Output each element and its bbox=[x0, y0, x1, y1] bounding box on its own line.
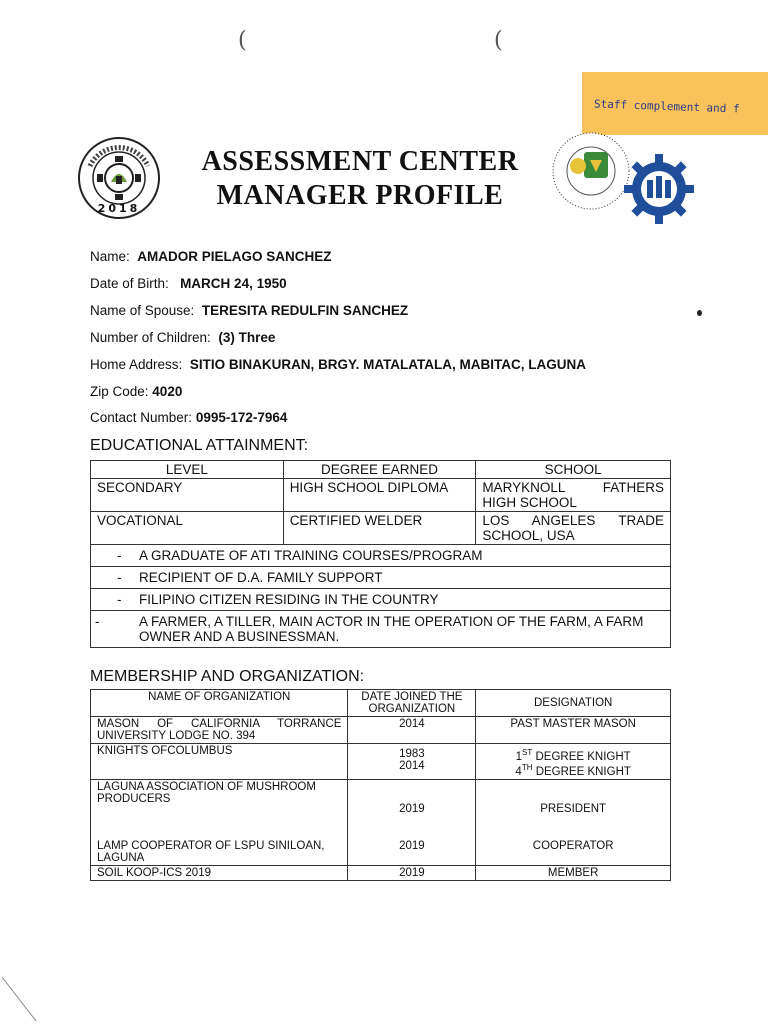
children-value: (3) Three bbox=[218, 330, 276, 345]
spouse-value: TERESITA REDULFIN SANCHEZ bbox=[201, 303, 409, 318]
designation-value: 4TH DEGREE KNIGHT bbox=[515, 762, 631, 778]
contact-line bbox=[90, 410, 287, 425]
note-text: A GRADUATE OF ATI TRAINING COURSES/PROGRAM bbox=[139, 548, 483, 563]
address-label: Home Address: bbox=[90, 357, 183, 372]
address-value: SITIO BINAKURAN, BRGY. MATALATALA, MABITAC, LAGUNA bbox=[189, 357, 587, 372]
contact-value: 0995-172-7964 bbox=[195, 410, 288, 425]
table-row bbox=[91, 512, 671, 545]
ink-dot bbox=[697, 310, 702, 316]
scan-mark: ( bbox=[494, 28, 503, 53]
scan-corner-line bbox=[0, 975, 40, 1024]
children-line bbox=[90, 330, 275, 345]
education-heading: EDUCATIONAL ATTAINMENT: bbox=[90, 437, 309, 454]
table-row bbox=[91, 839, 671, 866]
org-cell: MASON OF CALIFORNIA TORRANCE UNIVERSITY LODGE NO. 394 bbox=[91, 717, 348, 744]
name-value: AMADOR PIELAGO SANCHEZ bbox=[137, 249, 332, 264]
ati-seal-logo bbox=[550, 130, 632, 217]
date-value: 2014 bbox=[399, 760, 425, 772]
note-row: - A GRADUATE OF ATI TRAINING COURSES/PROGRAM bbox=[91, 545, 671, 567]
zip-line bbox=[90, 384, 182, 399]
note-row: - FILIPINO CITIZEN RESIDING IN THE COUNTRY bbox=[91, 589, 671, 611]
designation-cell bbox=[476, 744, 671, 780]
level-cell: SECONDARY bbox=[91, 479, 284, 512]
name-label: Name: bbox=[90, 249, 130, 264]
column-header: SCHOOL bbox=[476, 461, 671, 479]
date-cell: 2019 bbox=[348, 839, 476, 866]
title-line-2: MANAGER PROFILE bbox=[216, 180, 504, 211]
table-header-row bbox=[91, 690, 671, 717]
column-header: DEGREE EARNED bbox=[283, 461, 476, 479]
table-row bbox=[91, 744, 671, 780]
school-cell: MARYKNOLL FATHERS HIGH SCHOOL bbox=[476, 479, 671, 512]
column-header: NAME OF ORGANIZATION bbox=[91, 690, 348, 717]
table-row bbox=[91, 866, 671, 881]
title-line-1: ASSESSMENT CENTER bbox=[201, 146, 519, 177]
note-text: RECIPIENT OF D.A. FAMILY SUPPORT bbox=[139, 570, 383, 585]
level-cell: VOCATIONAL bbox=[91, 512, 284, 545]
org-name: LAGUNA ASSOCIATION OF MUSHROOM PRODUCERS bbox=[97, 780, 316, 805]
note-text: FILIPINO CITIZEN RESIDING IN THE COUNTRY bbox=[139, 592, 439, 607]
logo-year: 2018 bbox=[97, 202, 141, 215]
address-line bbox=[90, 357, 586, 372]
designation-cell: PAST MASTER MASON bbox=[476, 717, 671, 744]
table-row bbox=[91, 717, 671, 744]
date-cell: 2014 bbox=[348, 717, 476, 744]
designation-value: 1ST DEGREE KNIGHT bbox=[515, 748, 631, 763]
tesda-gear-logo bbox=[622, 152, 696, 231]
zip-label: Zip Code: bbox=[90, 384, 149, 399]
spouse-line bbox=[90, 303, 408, 318]
contact-label: Contact Number: bbox=[90, 410, 193, 425]
school-cell: LOS ANGELES TRADE SCHOOL, USA bbox=[476, 512, 671, 545]
zip-value: 4020 bbox=[152, 384, 183, 399]
assessment-center-logo bbox=[76, 136, 162, 220]
membership-table bbox=[90, 689, 671, 881]
column-header: DATE JOINED THE ORGANIZATION bbox=[348, 690, 476, 717]
table-header-row bbox=[91, 461, 671, 479]
designation-cell: MEMBER bbox=[476, 866, 671, 881]
column-header: LEVEL bbox=[91, 461, 284, 479]
org-cell: SOIL KOOP-ICS 2019 bbox=[91, 866, 348, 881]
education-table bbox=[90, 460, 671, 648]
column-header: DESIGNATION bbox=[476, 690, 671, 717]
sticky-note-text: Staff complement and f bbox=[593, 97, 740, 116]
org-cell bbox=[91, 779, 348, 839]
sticky-note bbox=[582, 72, 768, 135]
page-title bbox=[160, 145, 560, 213]
date-cell bbox=[348, 744, 476, 780]
org-cell: KNIGHTS OFCOLUMBUS bbox=[91, 744, 348, 780]
table-row bbox=[91, 779, 671, 839]
children-label: Number of Children: bbox=[90, 330, 211, 345]
table-row bbox=[91, 479, 671, 512]
note-text: A FARMER, A TILLER, MAIN ACTOR IN THE OPERATION OF THE FARM, A FARM OWNER AND A BUSINESSMAN. bbox=[139, 614, 644, 644]
note-row: - A FARMER, A TILLER, MAIN ACTOR IN THE OPERATION OF THE FARM, A FARM OWNER AND A BUSINESSMAN. bbox=[91, 611, 671, 648]
designation-cell: COOPERATOR bbox=[476, 839, 671, 866]
degree-cell: CERTIFIED WELDER bbox=[283, 512, 476, 545]
spouse-label: Name of Spouse: bbox=[90, 303, 195, 318]
date-cell: 2019 bbox=[348, 866, 476, 881]
date-cell: 2019 bbox=[348, 779, 476, 839]
dob-line bbox=[90, 276, 287, 291]
org-cell: LAMP COOPERATOR OF LSPU SINILOAN, LAGUNA bbox=[91, 839, 348, 866]
designation-cell: PRESIDENT bbox=[476, 779, 671, 839]
date-value: 1983 bbox=[399, 748, 425, 760]
scan-mark: ( bbox=[238, 28, 247, 53]
note-row: - RECIPIENT OF D.A. FAMILY SUPPORT bbox=[91, 567, 671, 589]
name-line bbox=[90, 249, 332, 264]
degree-cell: HIGH SCHOOL DIPLOMA bbox=[283, 479, 476, 512]
dob-label: Date of Birth: bbox=[90, 276, 169, 291]
dob-value: MARCH 24, 1950 bbox=[180, 276, 287, 291]
membership-heading: MEMBERSHIP AND ORGANIZATION: bbox=[90, 668, 365, 685]
